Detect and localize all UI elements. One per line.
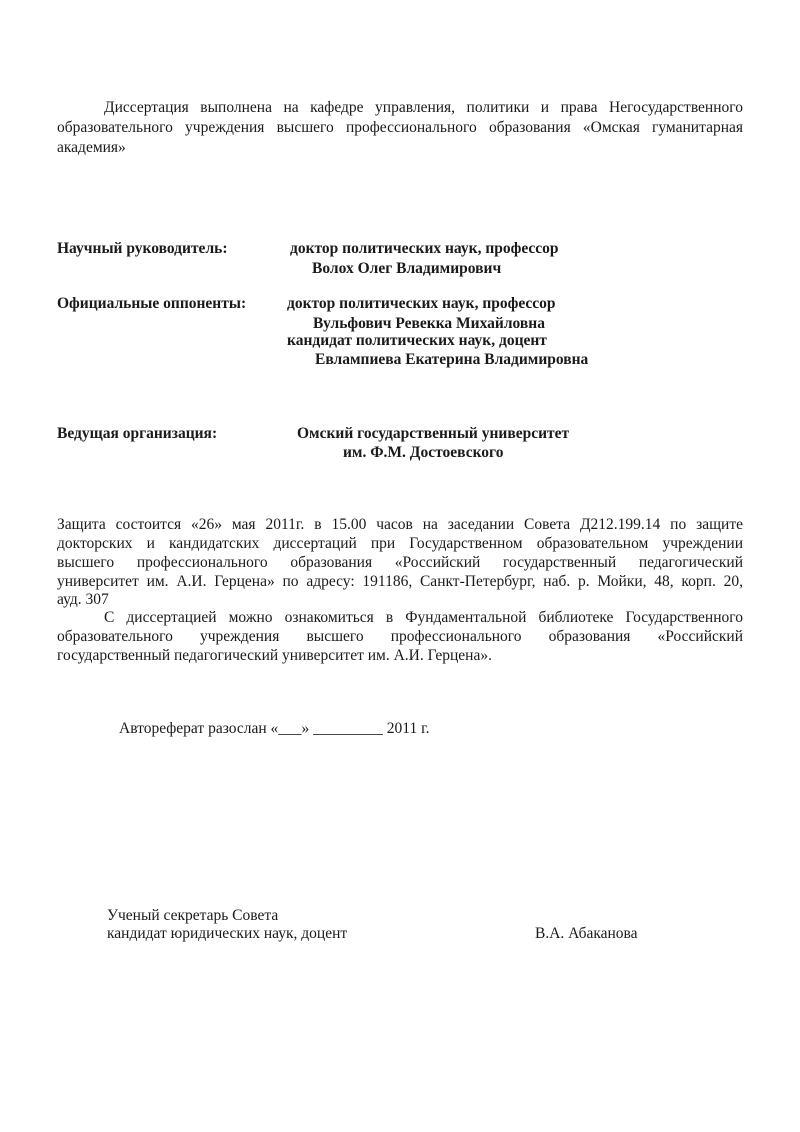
defense-line-5: ауд. 307 [57,591,109,608]
leading-org-name-1: Омский государственный университет [297,425,570,442]
leading-org-label: Ведущая организация: [57,425,218,442]
intro-line-2: образовательного учреждения высшего профессионального образования «Омская гуманитарная [57,119,743,136]
secretary-name: В.А. Абаканова [535,925,638,942]
library-line-2: образовательного учреждения высшего профессионального образования «Российский [57,628,743,645]
secretary-degree: кандидат юридических наук, доцент [107,925,348,942]
defense-line-2: докторских и кандидатских диссертаций при Государственном образовательном учреждении [57,535,743,552]
opponent-1-title: доктор политических наук, профессор [287,295,556,312]
defense-line-3: высшего профессионального образования «Российский государственный педагогический [57,554,743,571]
secretary-role: Ученый секретарь Совета [107,907,279,924]
advisor-title: доктор политических наук, профессор [290,240,559,257]
opponent-2-title: кандидат политических наук, доцент [287,332,547,349]
dispatch-line: Автореферат разослан «___» _________ 2011 г. [119,720,430,737]
advisor-label: Научный руководитель: [57,240,228,257]
leading-org-name-2: им. Ф.М. Достоевского [343,444,504,461]
intro-line-3: академия» [57,139,126,156]
advisor-name: Волох Олег Владимирович [312,260,502,277]
defense-line-4: университет им. А.И. Герцена» по адресу: 191186, Санкт-Петербург, наб. р. Мойки, 48, корп. 20, [57,573,743,590]
intro-line-1: Диссертация выполнена на кафедре управления, политики и права Негосударственного [104,99,743,116]
opponents-label: Официальные оппоненты: [57,295,247,312]
defense-line-1: Защита состоится «26» мая 2011г. в 15.00 часов на заседании Совета Д212.199.14 по защите [57,516,743,533]
library-line-1: С диссертацией можно ознакомиться в Фундаментальной библиотеке Государственного [104,609,743,626]
library-line-3: государственный педагогический университет им. А.И. Герцена». [57,647,492,664]
opponent-2-name: Евлампиева Екатерина Владимировна [315,351,589,368]
opponent-1-name: Вульфович Ревекка Михайловна [313,315,545,332]
